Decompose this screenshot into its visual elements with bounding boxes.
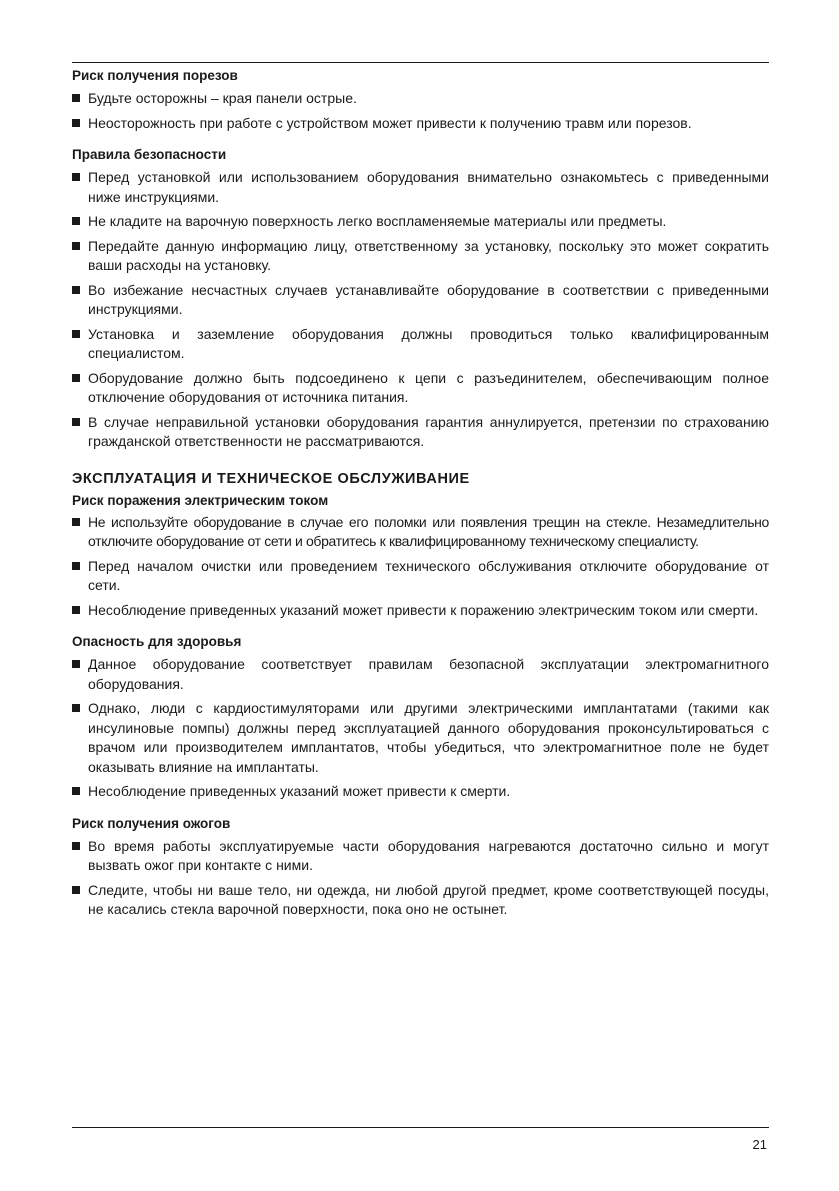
list-item-text: Передайте данную информацию лицу, ответственному за установку, поскольку это может сократить ваши расходы на установку. (88, 237, 769, 273)
page-content (72, 66, 769, 920)
list-item-text: Следите, чтобы ни ваше тело, ни одежда, ни любой другой предмет, кроме соответствующей посуды, не касались стекла варочной поверхности, пока оно не остынет. (88, 881, 769, 917)
list-item-text: Не используйте оборудование в случае его поломки или появления трещин на стекле. Незамедлительно отключите оборудование от сети и обратитесь к квалифицированному техническому специалисту. (88, 513, 769, 549)
electric-list (72, 513, 769, 621)
square-bullet-icon (72, 418, 80, 426)
list-item (72, 114, 769, 134)
list-item (72, 655, 769, 694)
square-bullet-icon (72, 94, 80, 102)
list-item (72, 413, 769, 452)
list-item-text: Перед началом очистки или проведением технического обслуживания отключите оборудование от сети. (88, 557, 769, 593)
square-bullet-icon (72, 173, 80, 181)
square-bullet-icon (72, 886, 80, 894)
safety-list (72, 168, 769, 452)
list-item-text: Установка и заземление оборудования должны проводиться только квалифицированным специалистом. (88, 325, 769, 361)
burns-heading: Риск получения ожогов (72, 815, 231, 831)
health-heading: Опасность для здоровья (72, 634, 242, 649)
list-item-text: Неосторожность при работе с устройством может привести к получению травм или порезов. (88, 114, 692, 131)
list-item (72, 837, 769, 876)
square-bullet-icon (72, 242, 80, 250)
list-item (72, 212, 769, 232)
list-item (72, 325, 769, 364)
cuts-heading: Риск получения порезов (72, 68, 238, 83)
list-item (72, 782, 769, 802)
list-item-text: Будьте осторожны – края панели острые. (88, 90, 357, 106)
list-item-text: В случае неправильной установки оборудования гарантия аннулируется, претензии по страхованию гражданской ответственности не рассматриваются. (88, 413, 769, 449)
square-bullet-icon (72, 217, 80, 225)
list-item (72, 699, 769, 777)
square-bullet-icon (72, 374, 80, 382)
square-bullet-icon (72, 704, 80, 712)
list-item (72, 281, 769, 320)
square-bullet-icon (72, 562, 80, 570)
square-bullet-icon (72, 787, 80, 795)
list-item-text: Однако, люди с кардиостимуляторами или другими электрическими имплантатами (такими как инсулиновые помпы) должны перед эксплуатацией данного оборудования проконсультироваться с врачом или производителем имплантатов, чтобы убедиться, что электромагнитное поле не будет оказывать влияние на имплантаты. (88, 700, 769, 775)
list-item (72, 237, 769, 276)
list-item-text: Несоблюдение приведенных указаний может привести к поражению электрическим током или смерти. (88, 601, 759, 618)
electric-heading: Риск поражения электрическим током (72, 492, 329, 508)
list-item (72, 881, 769, 920)
square-bullet-icon (72, 518, 80, 526)
list-item-text: Во время работы эксплуатируемые части оборудования нагреваются достаточно сильно и могут вызвать ожог при контакте с ними. (88, 837, 769, 873)
list-item-text: Перед установкой или использованием оборудования внимательно ознакомьтесь с приведенными ниже инструкциями. (88, 169, 769, 205)
top-divider (72, 62, 769, 63)
page-number: 21 (752, 1137, 767, 1152)
bottom-divider (72, 1127, 769, 1128)
list-item (72, 369, 769, 408)
list-item-text: Данное оборудование соответствует правилам безопасной эксплуатации электромагнитного оборудования. (88, 656, 769, 692)
cuts-list (72, 89, 769, 133)
list-item (72, 168, 769, 207)
safety-heading: Правила безопасности (72, 147, 227, 162)
square-bullet-icon (72, 606, 80, 614)
square-bullet-icon (72, 119, 80, 127)
square-bullet-icon (72, 286, 80, 294)
operation-section-title: ЭКСПЛУАТАЦИЯ И ТЕХНИЧЕСКОЕ ОБСЛУЖИВАНИЕ (72, 470, 470, 487)
health-list (72, 655, 769, 802)
list-item-text: Не кладите на варочную поверхность легко воспламеняемые материалы или предметы. (88, 213, 667, 229)
list-item (72, 601, 769, 621)
list-item (72, 89, 769, 109)
list-item-text: Оборудование должно быть подсоединено к цепи с разъединителем, обеспечивающим полное отключение оборудования от источника питания. (88, 369, 769, 405)
square-bullet-icon (72, 330, 80, 338)
list-item-text: Несоблюдение приведенных указаний может привести к смерти. (88, 783, 511, 799)
list-item-text: Во избежание несчастных случаев устанавливайте оборудование в соответствии с приведенными инструкциями. (88, 281, 769, 317)
list-item (72, 557, 769, 596)
square-bullet-icon (72, 660, 80, 668)
burns-list (72, 837, 769, 920)
square-bullet-icon (72, 842, 80, 850)
list-item (72, 513, 769, 552)
